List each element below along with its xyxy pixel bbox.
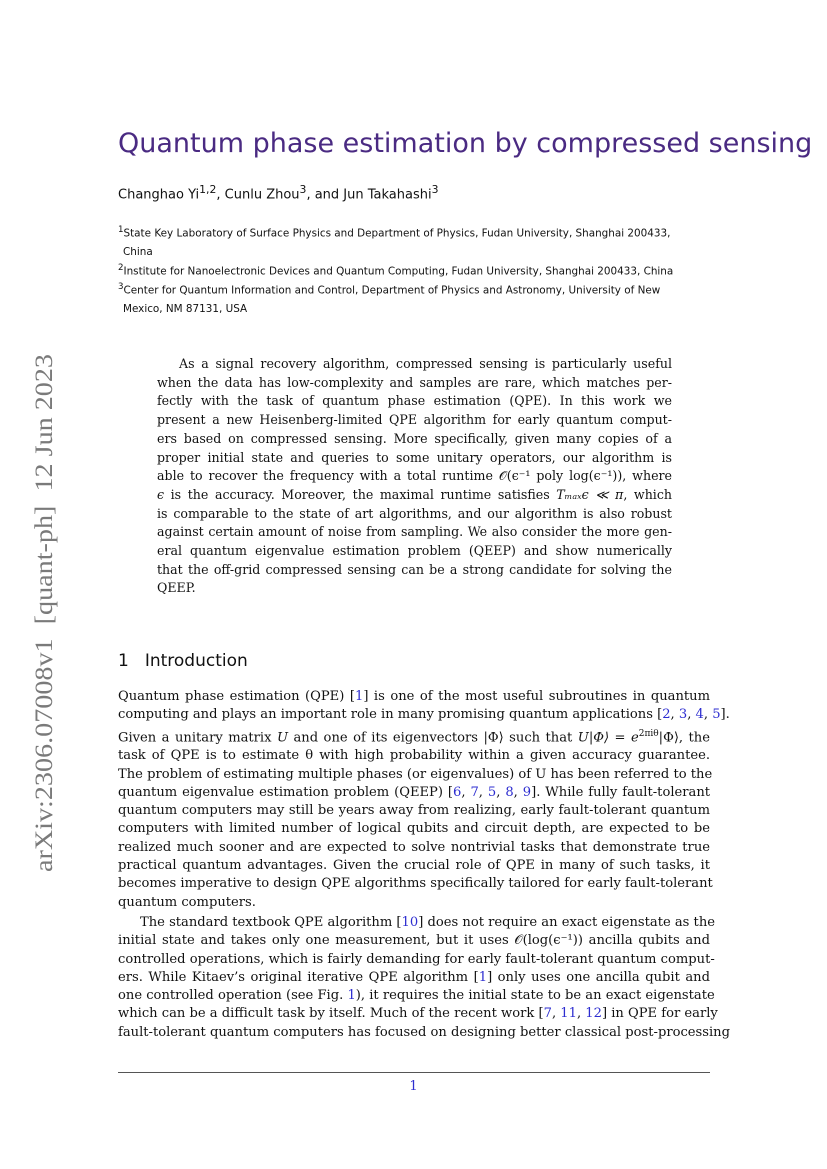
section-heading: [118, 651, 248, 671]
text: ers. While Kitaev’s original iterative QPE algorithm [: [118, 969, 479, 985]
abstract-line: when the data has low-complexity and samples are rare, which matches per-: [157, 374, 672, 390]
author-name: Cunlu Zhou: [224, 187, 300, 203]
abstract-line: against certain amount of noise from sampling. We also consider the more gen-: [157, 524, 672, 540]
citation-link[interactable]: 6: [453, 784, 462, 800]
text-line: quantum computers.: [118, 894, 256, 910]
text: which can be a difficult task by itself. Much of the recent work [: [118, 1006, 544, 1022]
text: ].: [720, 707, 730, 723]
text: |Φ⟩, the: [658, 729, 710, 745]
text: computing and plays an important role in many promising quantum applications [: [118, 707, 663, 723]
affiliation: [118, 221, 712, 262]
inline-math: 𝒪(ϵ⁻¹ poly log(ϵ⁻¹)): [498, 468, 623, 484]
text: one controlled operation (see Fig.: [118, 988, 348, 1004]
citation-link[interactable]: 3: [678, 707, 688, 723]
text-line: initial state and takes only one measurement, but it uses 𝒪(log(ϵ⁻¹)) ancilla qubits and: [118, 933, 710, 949]
page-number: 1: [409, 1079, 418, 1094]
text-line: [118, 969, 710, 987]
abstract-line: proper initial state and queries to some unitary operators, our algorithm is: [157, 449, 672, 465]
abstract-line: is comparable to the state of art algorithms, and our algorithm is also robust: [157, 505, 672, 521]
text-line: task of QPE is to estimate θ with high probability within a given accuracy guarantee.: [118, 748, 710, 764]
citation-link[interactable]: 7: [543, 1006, 552, 1022]
text-line: fault-tolerant quantum computers has focused on designing better classical post-processing: [118, 1024, 730, 1040]
text-line: [118, 914, 715, 932]
text: The standard textbook QPE algorithm [: [140, 915, 402, 930]
text-line: computing and plays an important role in many promising quantum applications [2, 3, 4, 5].: [118, 707, 730, 723]
footer-divider: [118, 1072, 710, 1073]
affiliation-text: Center for Quantum Information and Control, Department of Physics and Astronomy, University of New: [123, 284, 661, 297]
abstract-text: is the accuracy. Moreover, the maximal runtime satisfies: [164, 486, 557, 502]
abstract-line: ers based on compressed sensing. More specifically, given many copies of a: [157, 430, 672, 446]
citation-link[interactable]: 10: [401, 915, 419, 930]
abstract-line: QEEP.: [157, 580, 196, 596]
text: quantum eigenvalue estimation problem (QEEP) [: [118, 784, 454, 800]
citation-link[interactable]: 2: [662, 707, 671, 723]
inline-math: U|Φ⟩ = e: [577, 729, 639, 745]
paragraph: [118, 688, 730, 912]
citation-link[interactable]: 12: [585, 1006, 602, 1022]
text: ] in QPE for early: [601, 1006, 718, 1022]
citation-link[interactable]: 4: [695, 707, 704, 723]
section-number: 1: [118, 651, 129, 671]
text-line: controlled operations, which is fairly demanding for early fault-tolerant quantum comput-: [118, 951, 715, 967]
section-title: Introduction: [144, 651, 248, 671]
text: ), it requires the initial state to be an exact eigenstate: [355, 988, 715, 1004]
text-line: [118, 688, 710, 706]
author-affiliation-mark: 3: [299, 183, 307, 196]
text: ]. While fully fault-tolerant: [531, 784, 711, 800]
citation-link[interactable]: 7: [470, 784, 479, 800]
text: and one of its eigenvectors |Φ⟩ such that: [288, 729, 578, 745]
text-line: which can be a difficult task by itself. Much of the recent work [7, 11, 12] in QPE for early: [118, 1006, 718, 1022]
author-separator: , and: [306, 187, 344, 203]
citation-link[interactable]: 9: [522, 784, 532, 800]
abstract-line: [157, 486, 672, 505]
paper-title: Quantum phase estimation by compressed sensing: [118, 128, 813, 159]
abstract-line: [157, 467, 672, 486]
author-affiliation-mark: 1,2: [199, 183, 217, 196]
paragraph: [118, 914, 730, 1042]
citation-link[interactable]: 8: [505, 784, 514, 800]
abstract-text: , where: [622, 468, 672, 484]
text-line: quantum eigenvalue estimation problem (QEEP) [6, 7, 5, 8, 9]. While fully fault-tolerant: [118, 784, 711, 800]
abstract-line: that the off-grid compressed sensing can be a strong candidate for solving the: [157, 561, 672, 577]
author-name: Jun Takahashi: [343, 187, 432, 203]
inline-math: ϵ: [157, 486, 165, 502]
inline-math: 2πiθ: [638, 728, 659, 739]
author-affiliation-mark: 3: [431, 183, 439, 196]
text-line: becomes imperative to design QPE algorithms specifically tailored for early fault-tolerant: [118, 876, 713, 892]
text-line: quantum computers may still be years away from realizing, early fault-tolerant quantum: [118, 803, 710, 819]
abstract-line: As a signal recovery algorithm, compressed sensing is particularly useful: [179, 356, 672, 371]
text: ] is one of the most useful subroutines in quantum: [363, 689, 711, 704]
abstract-text: able to recover the frequency with a total runtime: [157, 468, 499, 484]
affiliation: [118, 278, 712, 319]
text-line: [118, 987, 715, 1005]
figure-reference-link[interactable]: 1: [347, 988, 356, 1004]
abstract-line: present a new Heisenberg-limited QPE algorithm for early quantum comput-: [157, 412, 672, 428]
abstract-line: eral quantum eigenvalue estimation problem (QEEP) and show numerically: [157, 543, 672, 559]
text: Given a unitary matrix: [118, 729, 277, 745]
text-line: computers with limited number of logical qubits and circuit depth, are expected to be: [118, 821, 710, 837]
text: ] does not require an exact eigenstate as the: [418, 915, 715, 930]
citation-link[interactable]: 5: [487, 784, 497, 800]
text-line: realized much sooner and are expected to solve nontrivial tasks that demonstrate true: [118, 839, 710, 855]
affiliation-number: 2: [118, 263, 124, 273]
citation-link[interactable]: 1: [478, 969, 488, 985]
inline-math: U: [276, 729, 289, 745]
citation-link[interactable]: 5: [712, 707, 721, 723]
author-name: Changhao Yi: [118, 187, 200, 203]
citation-link[interactable]: 11: [560, 1006, 577, 1022]
text-line: practical quantum advantages. Given the crucial role of QPE in many of such tasks, it: [118, 858, 710, 874]
affiliation-number: 3: [118, 282, 124, 292]
author-separator: ,: [216, 187, 225, 203]
affiliation-text: China: [123, 246, 153, 259]
affiliation-text: Institute for Nanoelectronic Devices and Quantum Computing, Fudan University, Shanghai 200433, China: [123, 265, 674, 278]
affiliation-text: Mexico, NM 87131, USA: [123, 303, 248, 316]
affiliation-text: State Key Laboratory of Surface Physics and Department of Physics, Fudan University, Shanghai 200433,: [123, 227, 671, 240]
inline-math: Tₘₐₓϵ ≪ π: [556, 486, 624, 502]
arxiv-identifier-text: arXiv:2306.07008v1 [quant-ph] 12 Jun 2023: [31, 411, 58, 872]
text: Quantum phase estimation (QPE) [: [118, 689, 355, 704]
text: ] only uses one ancilla qubit and: [487, 969, 710, 985]
abstract: [157, 355, 672, 598]
text-line: The problem of estimating multiple phases (or eigenvalues) of U has been referred to the: [118, 766, 713, 782]
affiliation-number: 1: [118, 225, 124, 235]
citation-link[interactable]: 1: [354, 689, 364, 704]
arxiv-identifier-stamp: [22, 352, 62, 872]
abstract-text: , which: [623, 486, 672, 502]
author-list: [118, 183, 438, 202]
text-line: [118, 725, 710, 748]
abstract-line: fectly with the task of quantum phase estimation (QPE). In this work we: [157, 393, 672, 409]
